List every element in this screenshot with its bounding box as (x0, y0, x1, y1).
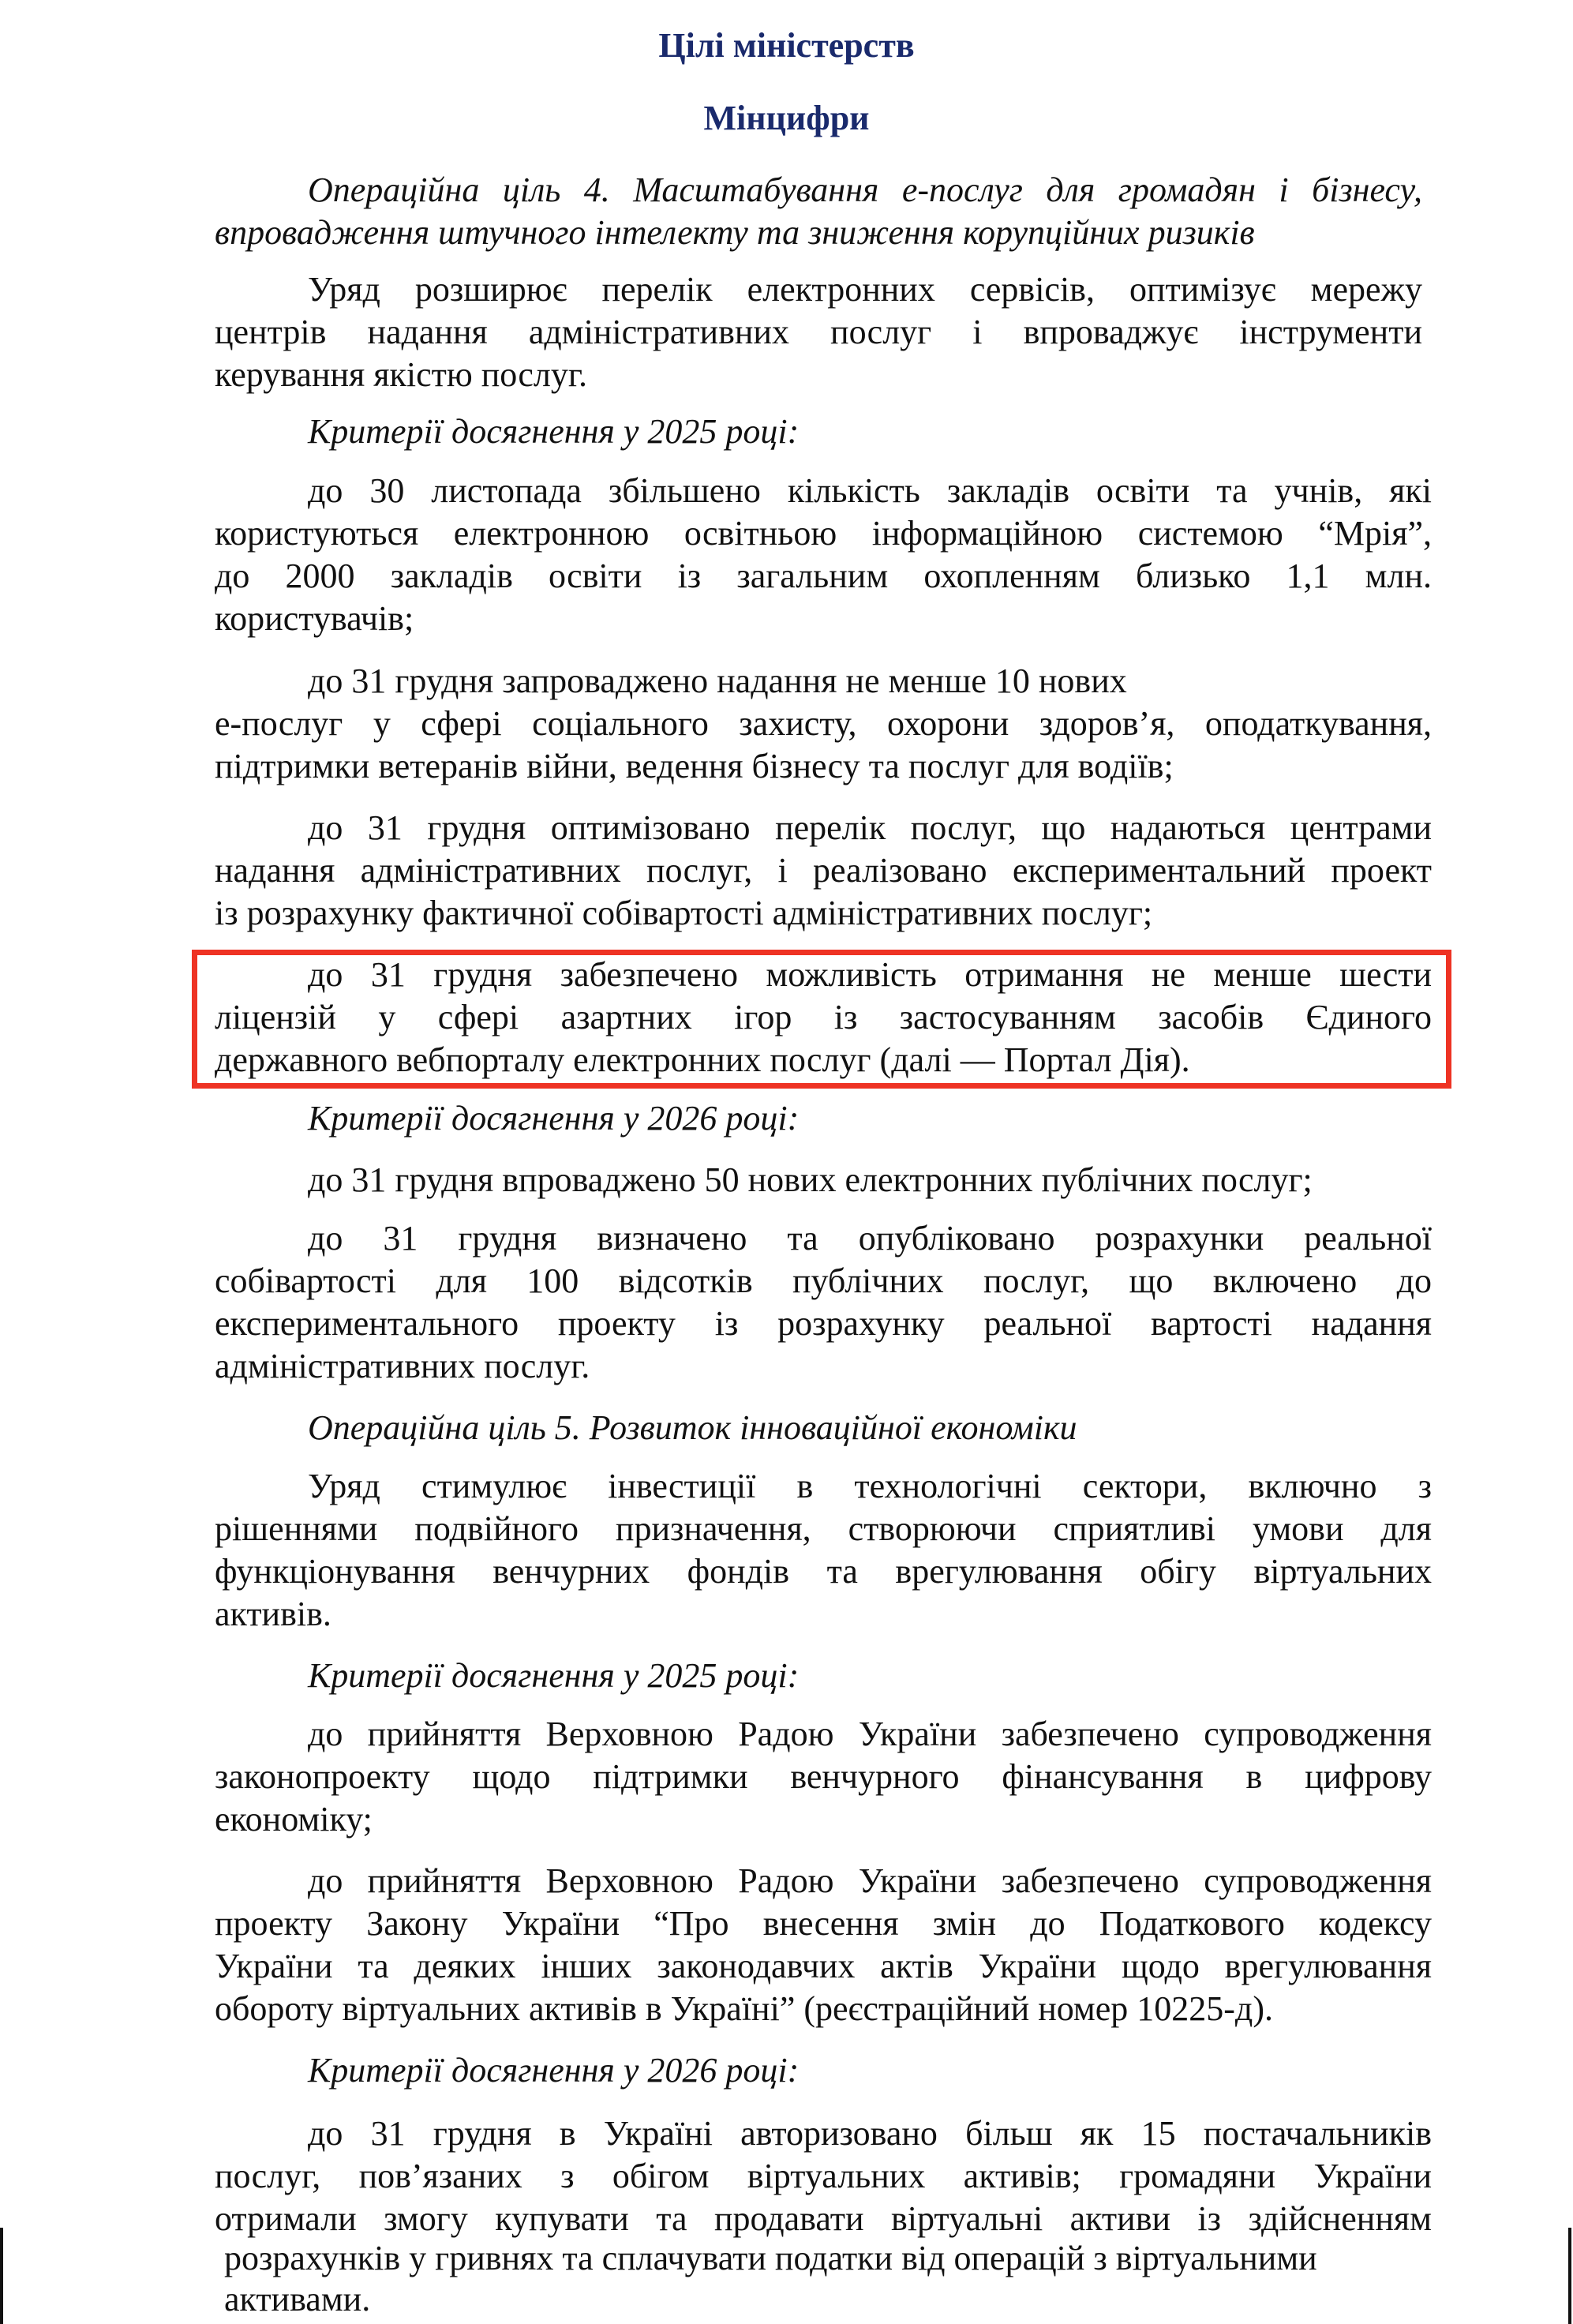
goal4-criteria-2025: Критерії досягнення у 2025 році: (308, 412, 800, 451)
goal5-title: Операційна ціль 5. Розвиток інноваційної економіки (308, 1408, 1077, 1447)
goal4-item1-line4: користувачів; (215, 599, 414, 638)
goal4-item6-line3: експериментального проекту із розрахунку реальної вартості надання (215, 1304, 1432, 1343)
goal4-criteria-2026: Критерії досягнення у 2026 році: (308, 1099, 800, 1138)
goal5-item2-line2: проекту Закону України “Про внесення змін до Податкового кодексу (215, 1904, 1432, 1943)
goal4-item2-line2: е-послуг у сфері соціального захисту, охорони здоров’я, оподаткування, (215, 704, 1432, 743)
goal4-item2-line3: підтримки ветеранів війни, ведення бізнесу та послуг для водіїв; (215, 747, 1174, 785)
goal5-item2-line4: обороту віртуальних активів в Україні” (реєстраційний номер 10225-д). (215, 1989, 1273, 2028)
goal5-item2-line3: України та деяких інших законодавчих актів України щодо врегулювання (215, 1947, 1432, 1985)
goal5-item3-line3: отримали змогу купувати та продавати віртуальні активи із здійсненням (215, 2199, 1432, 2238)
goal4-item1-line2: користуються електронною освітньою інформаційною системою “Мрія”, (215, 514, 1432, 553)
goal5-intro-line4: активів. (215, 1595, 331, 1633)
goal5-item3-line4: розрахунків у гривнях та сплачувати податки від операцій з віртуальними (224, 2239, 1317, 2277)
goal4-intro-line3: керування якістю послуг. (215, 355, 587, 394)
goal4-item5-line1: до 31 грудня впроваджено 50 нових електронних публічних послуг; (308, 1160, 1313, 1199)
goal4-title-line2: впровадження штучного інтелекту та зниження корупційних ризиків (215, 213, 1255, 252)
ministry-title: Мінцифри (703, 99, 870, 137)
goal5-item1-line3: економіку; (215, 1800, 373, 1839)
page-edge-right (1568, 2228, 1571, 2324)
goal4-item2-line1: до 31 грудня запроваджено надання не менше 10 нових (308, 662, 1127, 700)
goal4-item1-line3: до 2000 закладів освіти із загальним охопленням близько 1,1 млн. (215, 557, 1432, 595)
goal4-item3-line1: до 31 грудня оптимізовано перелік послуг, що надаються центрами (308, 808, 1432, 847)
goal4-item1-line1: до 30 листопада збільшено кількість закладів освіти та учнів, які (308, 471, 1432, 510)
goal4-item4-line3: державного вебпорталу електронних послуг (далі — Портал Дія). (215, 1040, 1190, 1079)
goal5-criteria-2025: Критерії досягнення у 2025 році: (308, 1656, 800, 1695)
goal4-intro-line1: Уряд розширює перелік електронних сервісів, оптимізує мережу (308, 270, 1422, 309)
goal4-title-line1: Операційна ціль 4. Масштабування е-послуг для громадян і бізнесу, (308, 171, 1422, 209)
goal5-intro-line2: рішеннями подвійного призначення, створюючи сприятливі умови для (215, 1509, 1432, 1548)
goal4-item6-line1: до 31 грудня визначено та опубліковано розрахунки реальної (308, 1219, 1432, 1258)
goal5-item3-line2: послуг, пов’язаних з обігом віртуальних активів; громадяни України (215, 2157, 1432, 2195)
goal5-item1-line2: законопроекту щодо підтримки венчурного фінансування в цифрову (215, 1757, 1432, 1796)
goal5-item3-line5: активами. (224, 2280, 371, 2318)
goal5-item2-line1: до прийняття Верховною Радою України забезпечено супроводження (308, 1861, 1432, 1900)
page-title: Цілі міністерств (658, 26, 915, 65)
page-edge-left (0, 2228, 3, 2324)
goal5-item1-line1: до прийняття Верховною Радою України забезпечено супроводження (308, 1715, 1432, 1753)
goal5-item3-line1: до 31 грудня в Україні авторизовано більш як 15 постачальників (308, 2114, 1432, 2153)
goal4-item4-line2: ліцензій у сфері азартних ігор із застосуванням засобів Єдиного (215, 998, 1432, 1036)
goal5-intro-line3: функціонування венчурних фондів та врегулювання обігу віртуальних (215, 1552, 1432, 1591)
goal5-criteria-2026: Критерії досягнення у 2026 році: (308, 2051, 800, 2090)
goal4-item4-line1: до 31 грудня забезпечено можливість отримання не менше шести (308, 955, 1432, 994)
goal4-item6-line2: собівартості для 100 відсотків публічних послуг, що включено до (215, 1261, 1432, 1300)
goal4-item3-line3: із розрахунку фактичної собівартості адміністративних послуг; (215, 894, 1153, 932)
goal4-item3-line2: надання адміністративних послуг, і реалізовано експериментальний проект (215, 851, 1432, 890)
goal5-intro-line1: Уряд стимулює інвестиції в технологічні сектори, включно з (308, 1467, 1432, 1505)
goal4-item6-line4: адміністративних послуг. (215, 1347, 590, 1385)
goal4-intro-line2: центрів надання адміністративних послуг і впроваджує інструменти (215, 313, 1422, 351)
